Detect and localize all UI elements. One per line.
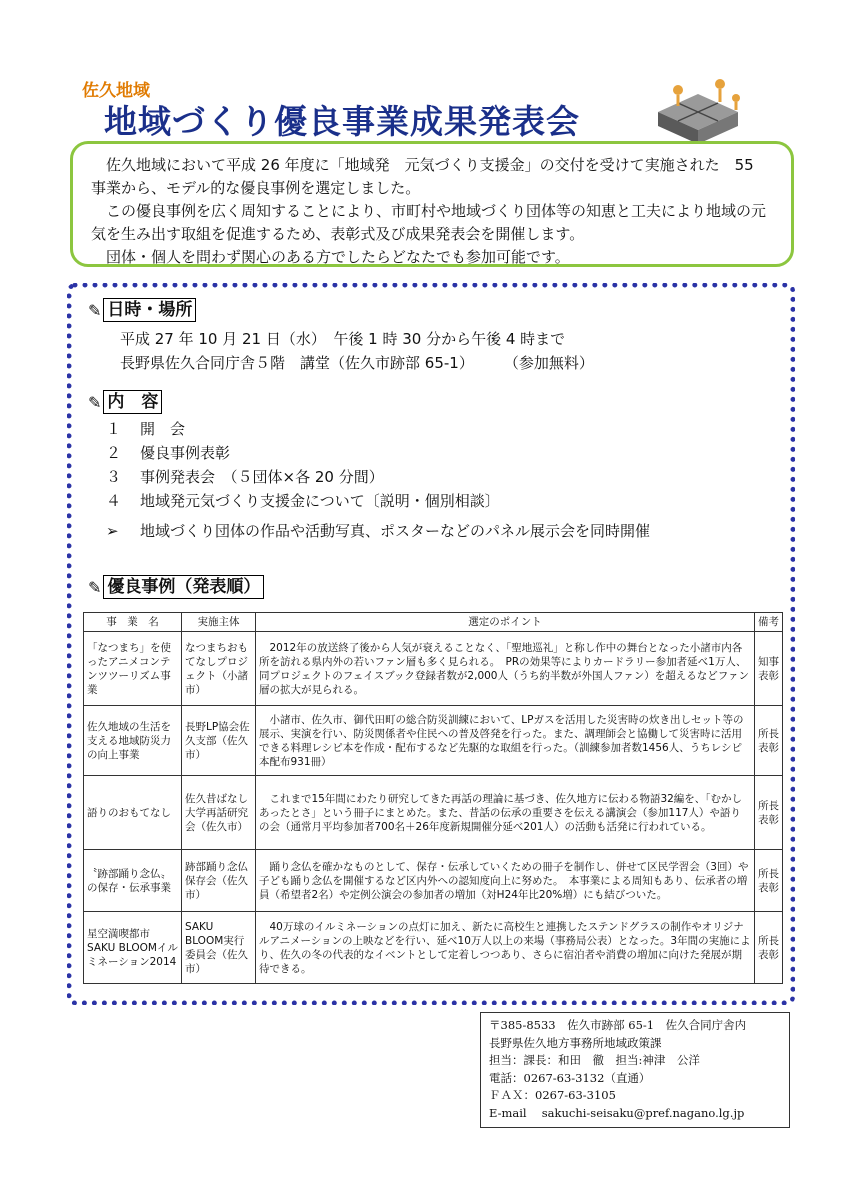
- table-row: [84, 706, 783, 776]
- content-heading: ✎ 内 容: [88, 390, 162, 414]
- cases-heading: ✎ 優良事例（発表順）: [88, 575, 264, 599]
- case-org: 跡部踊り念仏保存会（佐久市）: [182, 850, 256, 912]
- contact-office: 長野県佐久地方事務所地域政策課: [489, 1035, 662, 1050]
- table-row: [84, 776, 783, 850]
- case-org: 佐久昔ばなし大学再話研究会（佐久市）: [182, 776, 256, 850]
- column-header: 備考: [755, 613, 783, 632]
- event-details-box: [67, 283, 795, 1005]
- case-point: 40万球のイルミネーションの点灯に加え、新たに高校生と連携したステンドグラスの制作やオリジナルアニメーションの上映などを行い、延べ10万人以上の来場（事務局公表）となった。3年間の実施により、佐久の冬の代表的なイベントとして定着しつつあり、さらに宿泊者や消費の増加に向けた発展が期待できる。: [256, 912, 755, 984]
- case-name: 〝跡部踊り念仏〟の保存・伝承事業: [84, 850, 182, 912]
- case-note: 所長表彰: [755, 850, 783, 912]
- case-note: 所長表彰: [755, 776, 783, 850]
- program-item-4: ４ 地域発元気づくり支援金について〔説明・個別相談〕: [106, 492, 500, 510]
- table-header-row: [84, 613, 783, 632]
- pencil-icon: ✎: [88, 300, 102, 320]
- case-point: これまで15年間にわたり研究してきた再話の理論に基づき、佐久地方に伝わる物語32編を、「むかしあったとさ」という冊子にまとめた。また、昔話の伝承の重要さを伝える講演会（参加117人）や語りの会（通常月平均参加者700名＋26年度新規開催分延べ201人）の活動も活発に行われている。: [256, 776, 755, 850]
- case-name: 星空満喫都市SAKU BLOOMイルミネーション2014: [84, 912, 182, 984]
- case-note: 知事表彰: [755, 632, 783, 706]
- puzzle-illustration: [648, 72, 748, 152]
- program-note: ➢ 地域づくり団体の作品や活動写真、ポスターなどのパネル展示会を同時開催: [106, 522, 651, 540]
- column-header: 事 業 名: [84, 613, 182, 632]
- program-item-1: １ 開 会: [106, 420, 186, 438]
- case-org: なつまちおもてなしプロジェクト（小諸市）: [182, 632, 256, 706]
- table-row: [84, 632, 783, 706]
- contact-email[interactable]: E-mail sakuchi-seisaku@pref.nagano.lg.jp: [489, 1105, 745, 1120]
- arrow-icon: ➢: [106, 522, 119, 540]
- case-point: 小諸市、佐久市、御代田町の総合防災訓練において、LPガスを活用した災害時の炊き出しセット等の展示、実演を行い、防災関係者や住民への普及啓発を行った。また、調理師会と協働して災害時に活用できる料理レシピ本を作成・配布するなど先駆的な取組を行った。（訓練参加者数1456人、うちレシピ本配布931冊）: [256, 706, 755, 776]
- cases-table: [83, 612, 783, 984]
- case-name: 語りのおもてなし: [84, 776, 182, 850]
- contact-address: 〒385-8533 佐久市跡部 65-1 佐久合同庁舎内: [489, 1018, 747, 1032]
- program-item-2: ２ 優良事例表彰: [106, 444, 231, 462]
- case-note: 所長表彰: [755, 706, 783, 776]
- intro-paragraph-1: 佐久地域において平成 26 年度に「地域発 元気づくり支援金」の交付を受けて実施された 55 事業から、モデル的な優良事例を選定しました。: [91, 156, 754, 197]
- contact-phone: 電話：0267-63-3132（直通）: [489, 1070, 651, 1085]
- pencil-icon: ✎: [88, 577, 102, 597]
- contact-box: [480, 1012, 790, 1128]
- column-header: 実施主体: [182, 613, 256, 632]
- page-title: 地域づくり優良事業成果発表会: [104, 102, 580, 141]
- case-org: SAKU BLOOM実行委員会（佐久市）: [182, 912, 256, 984]
- table-row: [84, 850, 783, 912]
- intro-box: [70, 141, 794, 267]
- contact-fax: ＦＡＸ：0267-63-3105: [489, 1088, 616, 1102]
- case-name: 「なつまち」を使ったアニメコンテンツツーリズム事業: [84, 632, 182, 706]
- column-header: 選定のポイント: [256, 613, 755, 632]
- event-date: 平成 27 年 10 月 21 日（水） 午後 1 時 30 分から午後 4 時まで: [120, 330, 566, 348]
- program-item-3: ３ 事例発表会 （５団体×各 20 分間）: [106, 468, 384, 486]
- event-place: 長野県佐久合同庁舎５階 講堂（佐久市跡部 65-1） （参加無料）: [120, 354, 594, 372]
- datetime-heading: ✎ 日時・場所: [88, 298, 196, 322]
- intro-paragraph-3: 団体・個人を問わず関心のある方でしたらどなたでも参加可能です。: [91, 248, 570, 266]
- table-row: [84, 912, 783, 984]
- contact-staff: 担当：課長：和田 徹 担当:神津 公洋: [489, 1053, 700, 1067]
- case-point: 2012年の放送終了後から人気が衰えることなく、「聖地巡礼」と称し作中の舞台となった小諸市内各所を訪れる県内外の若いファン層も多く見られる。 PRの効果等によりカードラリー参加者延べ1万人、同プロジェクトのフェイスブック登録者数が2,000人（うち約半数が外国人ファン）を超えるなどファン層の拡大が見られる。: [256, 632, 755, 706]
- case-org: 長野LP協会佐久支部（佐久市）: [182, 706, 256, 776]
- region-label: 佐久地域: [82, 81, 150, 101]
- pencil-icon: ✎: [88, 392, 102, 412]
- case-name: 佐久地域の生活を支える地域防災力の向上事業: [84, 706, 182, 776]
- case-note: 所長表彰: [755, 912, 783, 984]
- case-point: 踊り念仏を確かなものとして、保存・伝承していくための冊子を制作し、併せて区民学習会（3回）や子ども踊り念仏を開催するなど区内外への認知度向上に努めた。 本事業による周知もあり、伝承者の増員（希望者2名）や定例公演会の参加者の増加（対H24年比20%増）にも結びついた。: [256, 850, 755, 912]
- intro-paragraph-2: この優良事例を広く周知することにより、市町村や地域づくり団体等の知恵と工夫により地域の元気を生み出す取組を促進するため、表彰式及び成果発表会を開催します。: [91, 202, 767, 243]
